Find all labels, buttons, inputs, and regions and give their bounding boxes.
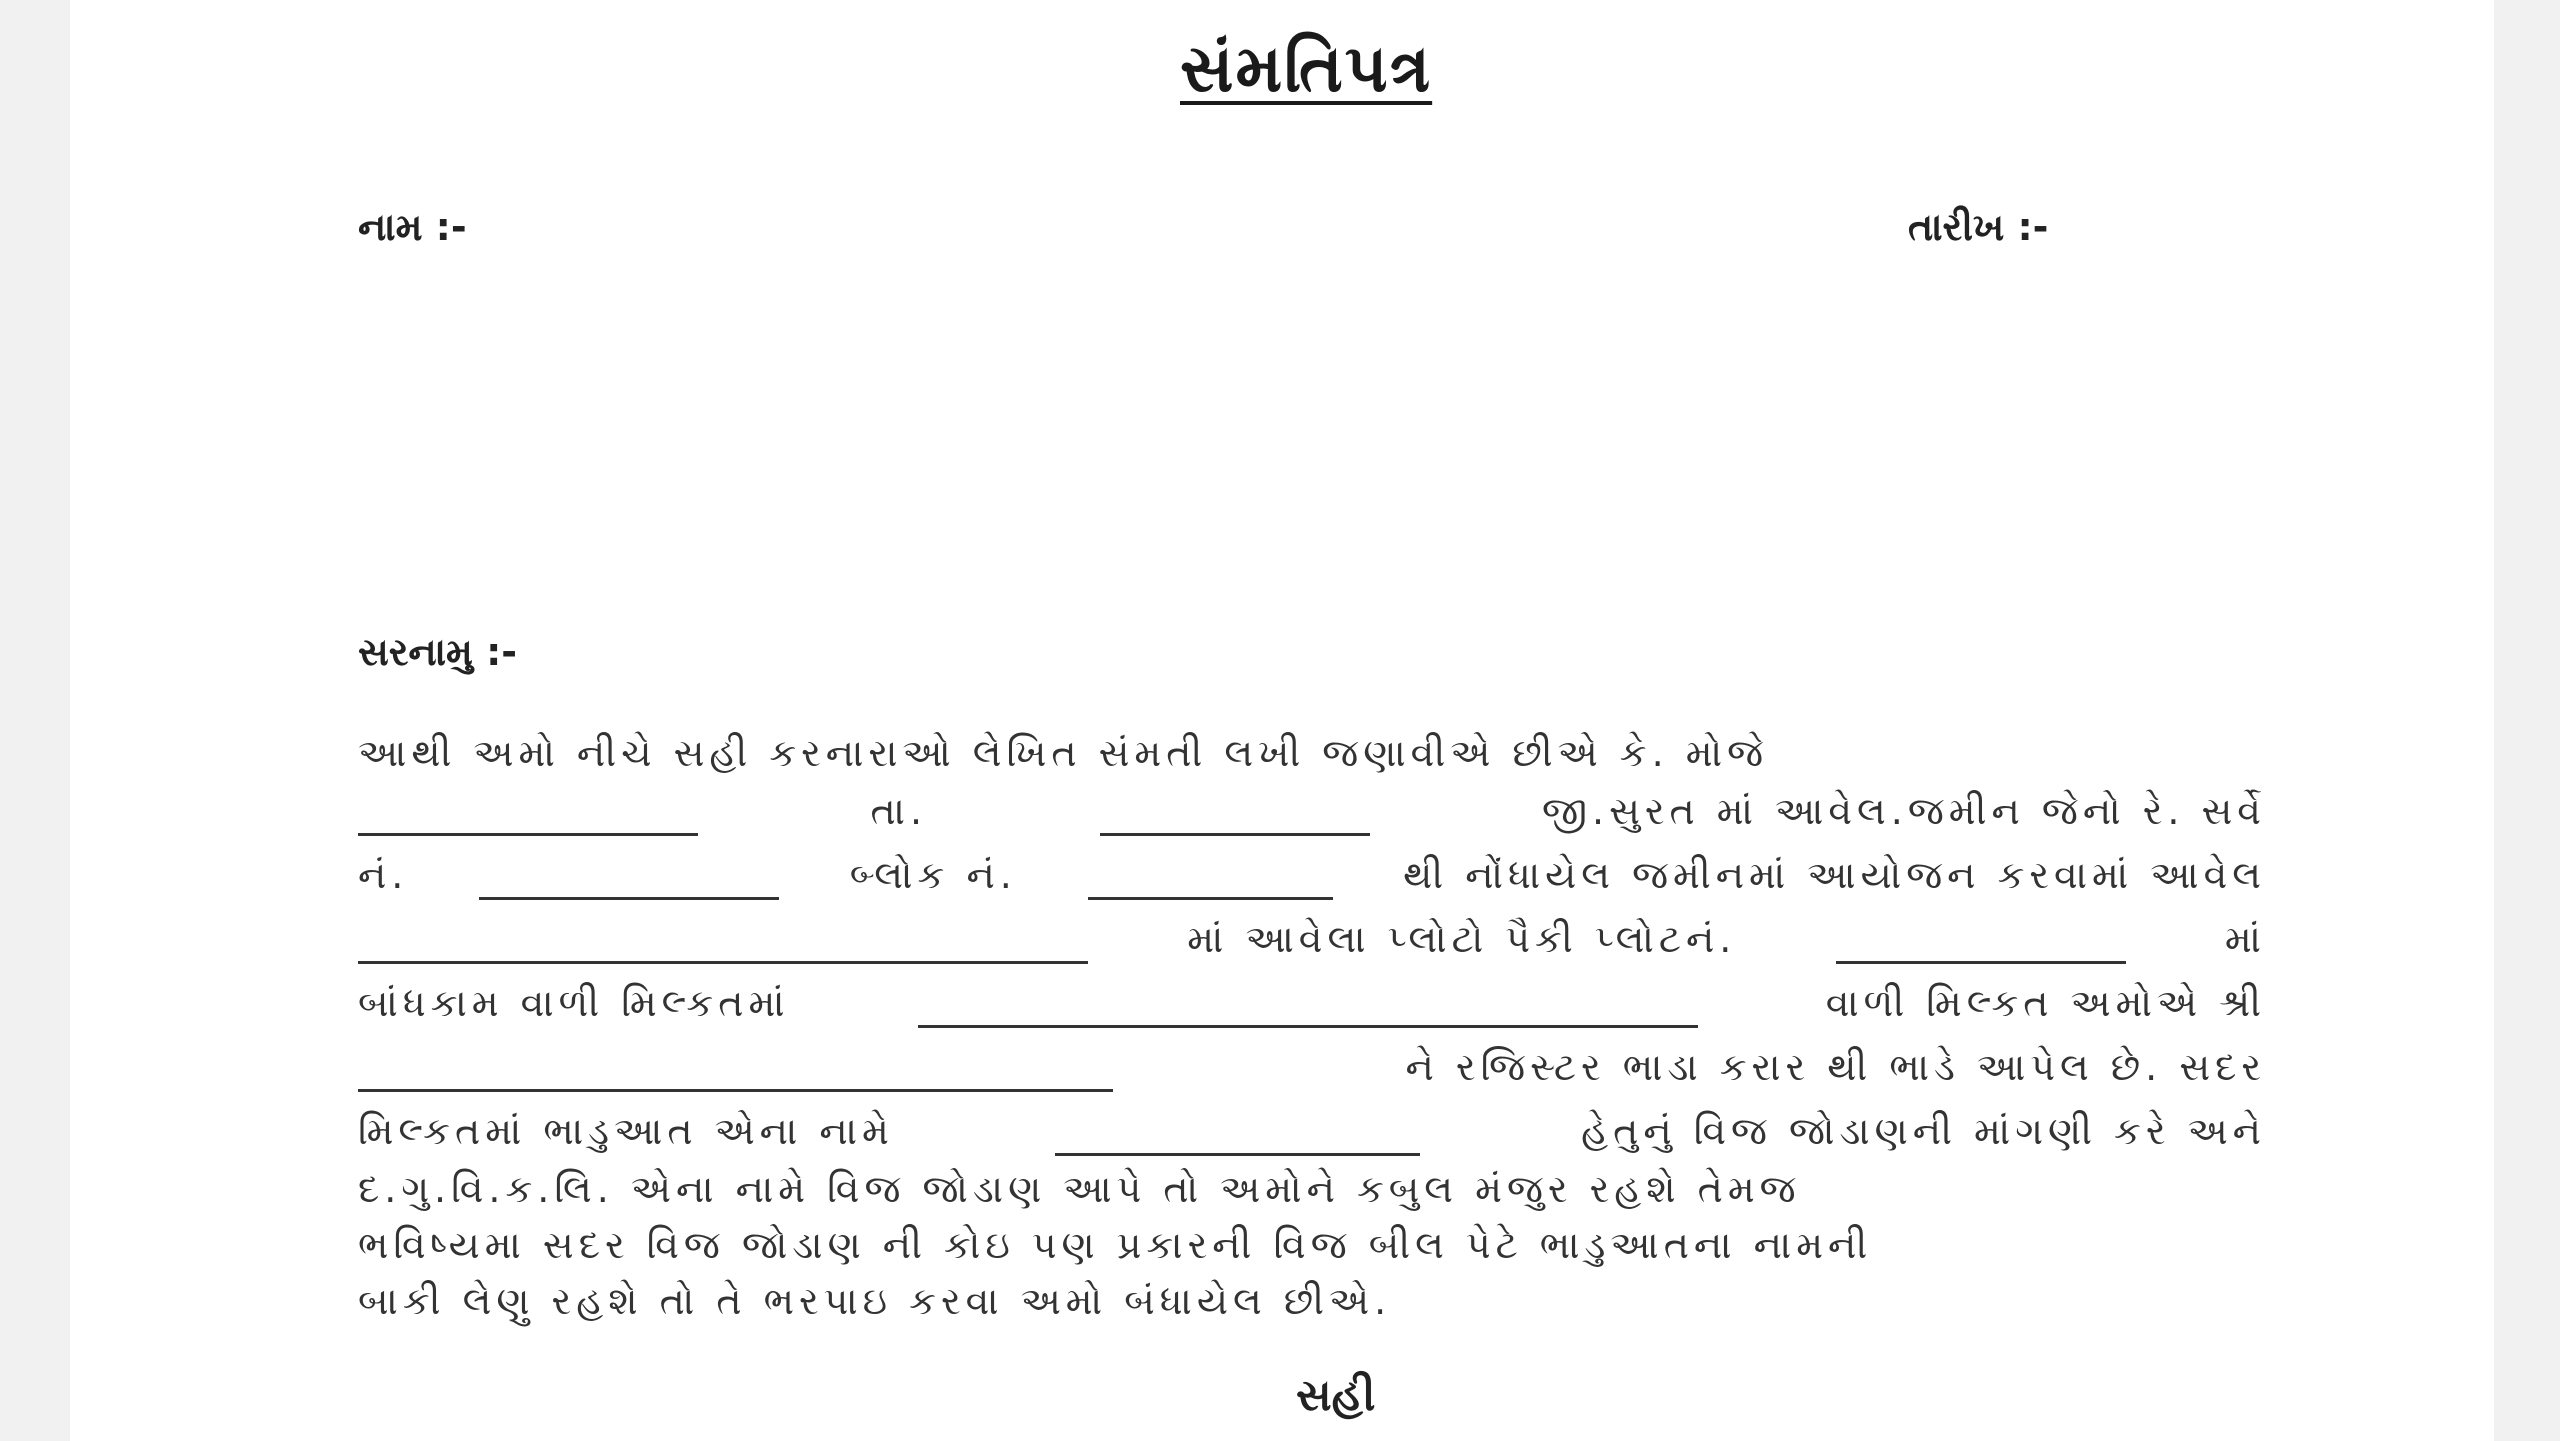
address-label: સરનામુ :-: [358, 630, 518, 674]
body-line-7: [358, 1098, 2266, 1156]
fill-blank-taluka[interactable]: [1100, 793, 1370, 836]
body-text: આથી અમો નીચે સહી કરનારાઓ લેખિત સંમતી લખી જણાવીએ છીએ કે. મોજે: [358, 731, 1769, 775]
signature-label: સહી: [1296, 1370, 1376, 1421]
body-text: બ્લોક નં.: [849, 853, 1017, 897]
body-line-2: [358, 778, 2266, 836]
body-line-4: [358, 906, 2266, 964]
body-line-6: [358, 1034, 2266, 1092]
body-text: તા.: [870, 789, 928, 833]
fill-blank-scheme[interactable]: [358, 921, 1088, 964]
body-text: બાકી લેણુ રહશે તો તે ભરપાઇ કરવા અમો બંધાયેલ છીએ.: [358, 1279, 1392, 1323]
fill-blank-block-number[interactable]: [1088, 857, 1333, 900]
fill-blank-village[interactable]: [358, 793, 698, 836]
body-text: ને રજિસ્ટર ભાડા કરાર થી ભાડે આપેલ છે. સદર: [1405, 1045, 2266, 1089]
date-label: તારીખ :-: [1908, 205, 2049, 249]
body-line-10: [358, 1268, 2266, 1326]
fill-blank-plot-number[interactable]: [1836, 921, 2126, 964]
fill-blank-tenant-name[interactable]: [358, 1049, 1113, 1092]
document-title: સંમતિપત્ર: [1180, 30, 1433, 107]
body-text: દ.ગુ.વિ.ક.લિ. એના નામે વિજ જોડાણ આપે તો અમોને કબુલ મંજુર રહશે તેમજ: [358, 1167, 1801, 1211]
fill-blank-survey-number[interactable]: [479, 857, 779, 900]
document-page: [70, 0, 2494, 1441]
body-line-5: [358, 970, 2266, 1028]
fill-blank-purpose[interactable]: [1055, 1113, 1420, 1156]
body-text: માં: [2224, 917, 2266, 961]
body-line-1: [358, 720, 2266, 778]
body-text: ભવિષ્યમા સદર વિજ જોડાણ ની કોઇ પણ પ્રકારની વિજ બીલ પેટે ભાડુઆતના નામની: [358, 1223, 1873, 1267]
body-line-3: [358, 842, 2266, 900]
body-text: થી નોંધાયેલ જમીનમાં આયોજન કરવામાં આવેલ: [1403, 853, 2266, 897]
body-text: માં આવેલા પ્લોટો પૈકી પ્લોટનં.: [1187, 917, 1737, 961]
body-text: મિલ્કતમાં ભાડુઆત એના નામે: [358, 1109, 894, 1153]
body-text: નં.: [358, 853, 409, 897]
fill-blank-property[interactable]: [918, 985, 1698, 1028]
body-text: હેતુનું વિજ જોડાણની માંગણી કરે અને: [1581, 1109, 2266, 1153]
body-text: જી.સુરત માં આવેલ.જમીન જેનો રે. સર્વે: [1541, 789, 2266, 833]
body-text: વાળી મિલ્કત અમોએ શ્રી: [1825, 981, 2266, 1025]
body-line-8: [358, 1156, 2266, 1214]
body-line-9: [358, 1212, 2266, 1270]
body-text: બાંધકામ વાળી મિલ્કતમાં: [358, 981, 790, 1025]
name-label: નામ :-: [358, 205, 467, 249]
